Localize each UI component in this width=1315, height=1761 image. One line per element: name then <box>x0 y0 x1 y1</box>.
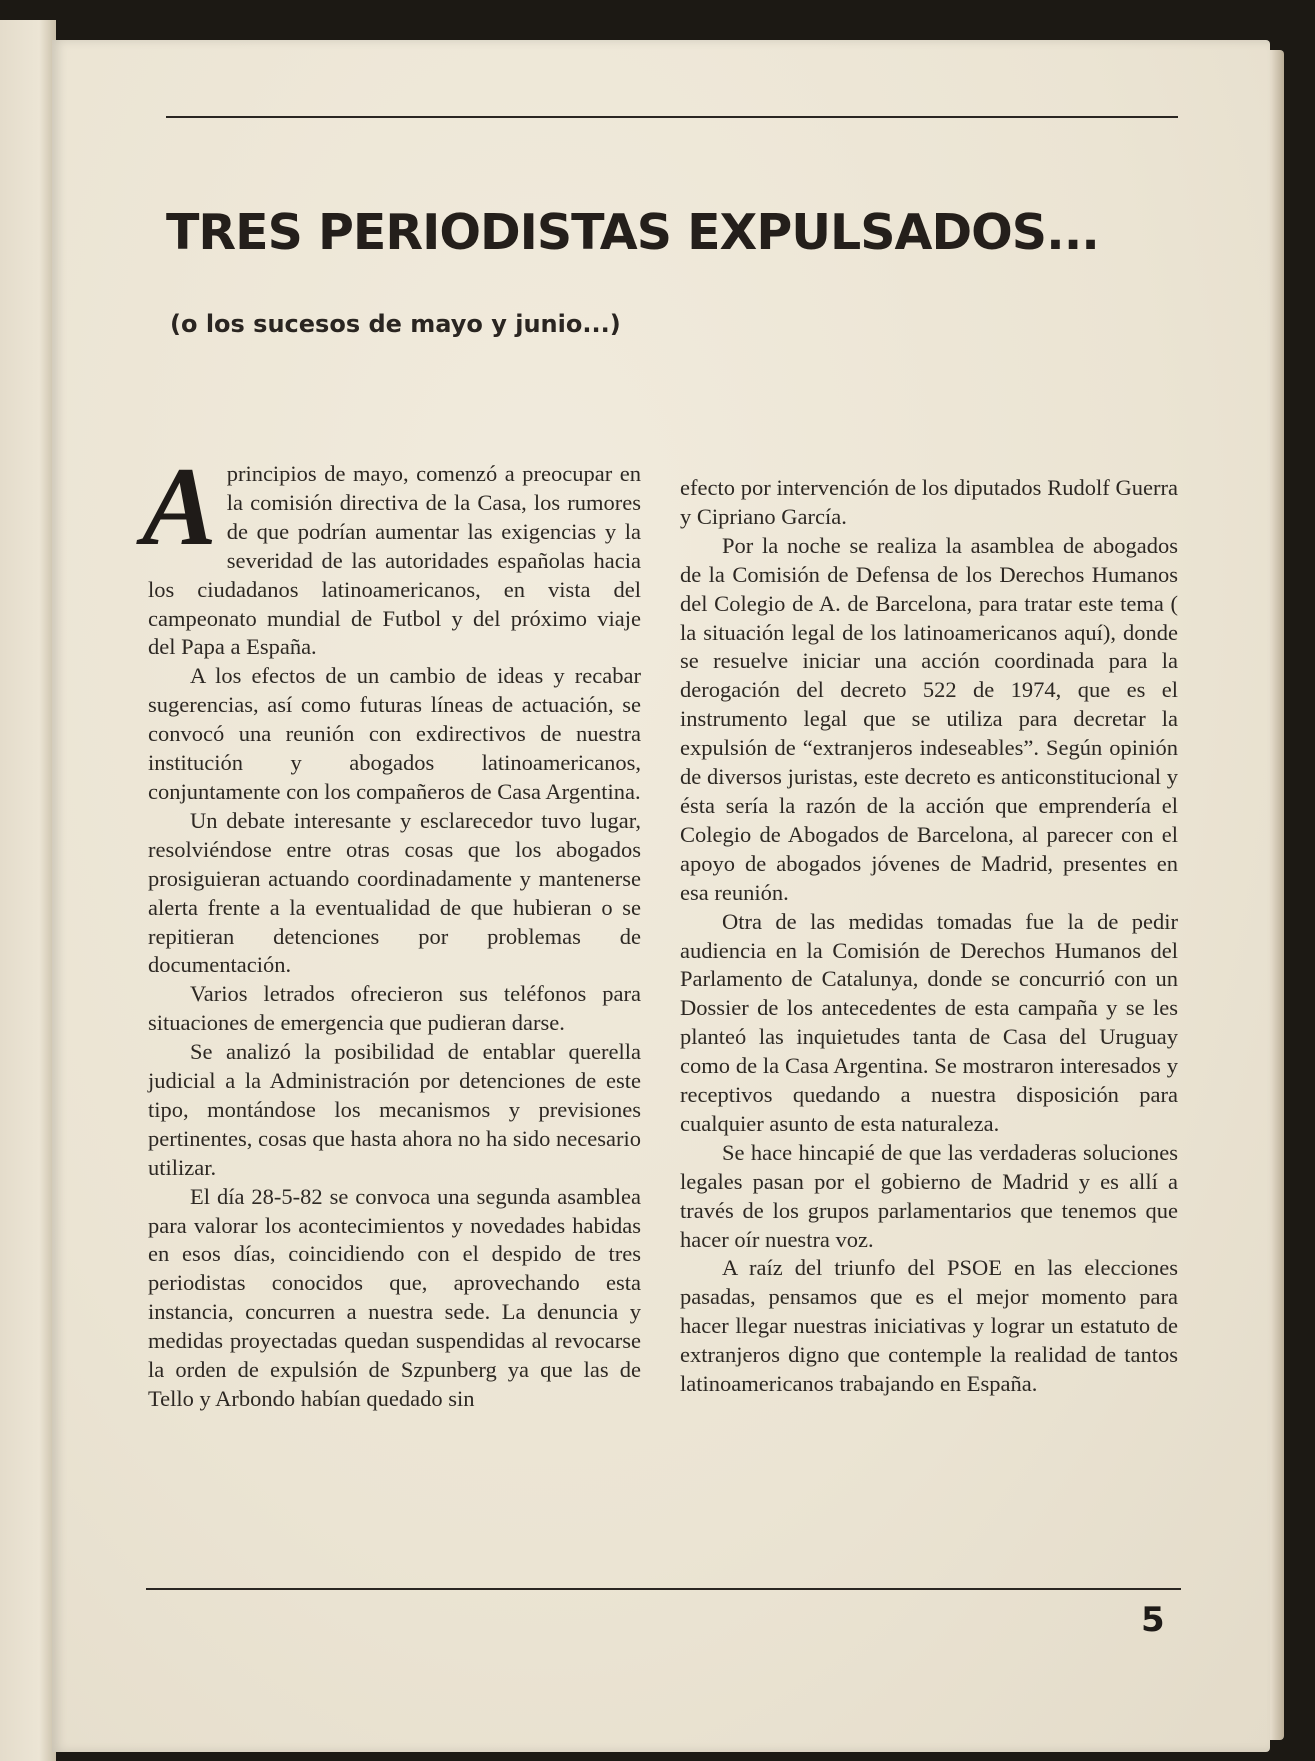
paragraph: efecto por intervención de los diputados Rudolf Guerra y Cipriano García. <box>680 475 1178 529</box>
paragraph: Se hace hincapié de que las verdaderas soluciones legales pasan por el gobierno de Madrid y es allí a través de los grupos parlamentarios que tenemos que hacer oír nuestra voz. <box>680 1139 1178 1252</box>
paragraph: Se analizó la posibilidad de entablar querella judicial a la Administración por detenciones de este tipo, montándose los mecanismos y previsiones pertinentes, cosas que hasta ahora no ha sido necesario utilizar. <box>148 1039 641 1180</box>
article-subtitle: (o los sucesos de mayo y junio...) <box>170 310 621 338</box>
facing-page-edge <box>0 20 56 1761</box>
paragraph: Varios letrados ofrecieron sus teléfonos para situaciones de emergencia que pudieran darse. <box>148 981 641 1036</box>
bottom-rule <box>146 1588 1181 1590</box>
left-column <box>142 445 641 1414</box>
paragraph: El día 28-5-82 se convoca una segunda asamblea para valorar los acontecimientos y novedades habidas en esos días, coincidiendo con el despido de tres periodistas conocidos que, aprovechando esta instancia, concurren a nuestra sede. La denuncia y medidas proyectadas quedan suspendidas al revocarse la orden de expulsión de Szpunberg ya que las de Tello y Arbondo habían quedado sin <box>148 1183 641 1411</box>
paragraph: A raíz del triunfo del PSOE en las elecciones pasadas, pensamos que es el mejor momento para hacer llegar nuestras iniciativas y lograr un estatuto de extranjeros digno que contemple la realidad de tantos latinoamericanos trabajando en España. <box>680 1255 1178 1397</box>
page-number: 5 <box>1141 1600 1165 1640</box>
paragraph-text: principios de mayo, comenzó a preocupar en la comisión directiva de la Casa, los rumores de que podrían aumentar las exigencias y la severidad de las autoridades españolas hacia los ciudadanos latinoamericanos, en vista del campeonato mundial de Futbol y del próximo viaje del Papa a España. <box>148 461 641 660</box>
drop-cap: A <box>142 445 217 569</box>
top-rule <box>166 116 1178 118</box>
paragraph <box>142 445 641 662</box>
paragraph: A los efectos de un cambio de ideas y recabar sugerencias, así como futuras líneas de actuación, se convocó una reunión con exdirectivos de nuestra institución y abogados latinoamericanos, conjuntamente con los compañeros de Casa Argentina. <box>148 663 641 804</box>
paragraph: Otra de las medidas tomadas fue la de pedir audiencia en la Comisión de Derechos Humanos del Parlamento de Catalunya, donde se concurrió con un Dossier de los antecedentes de esta campaña y se les planteó las inquietudes tanta de Casa del Uruguay como de la Casa Argentina. Se mostraron interesados y receptivos quedando a nuestra disposición para cualquier asunto de esta naturaleza. <box>680 908 1178 1136</box>
article-title: TRES PERIODISTAS EXPULSADOS... <box>166 204 1099 261</box>
paragraph: Por la noche se realiza la asamblea de abogados de la Comisión de Defensa de los Derechos Humanos del Colegio de A. de Barcelona, para tratar este tema ( la situación legal de los latinoamericanos aquí), donde se resuelve iniciar una acción coordinada para la derogación del decreto 522 de 1974, que es el instrumento legal que se utiliza para decretar la expulsión de “extranjeros indeseables”. Según opinión de diversos juristas, este decreto es anticonstitucional y ésta sería la razón de la acción que emprendería el Colegio de Abogados de Barcelona, al parecer con el apoyo de abogados jóvenes de Madrid, presentes en esa reunión. <box>680 532 1178 905</box>
paragraph: Un debate interesante y esclarecedor tuvo lugar, resolviéndose entre otras cosas que los abogados prosiguieran actuando coordinadamente y mantenerse alerta frente a la eventualidad de que hubieran o se repitieran detenciones por problemas de documentación. <box>148 807 641 978</box>
right-column <box>680 474 1178 1399</box>
